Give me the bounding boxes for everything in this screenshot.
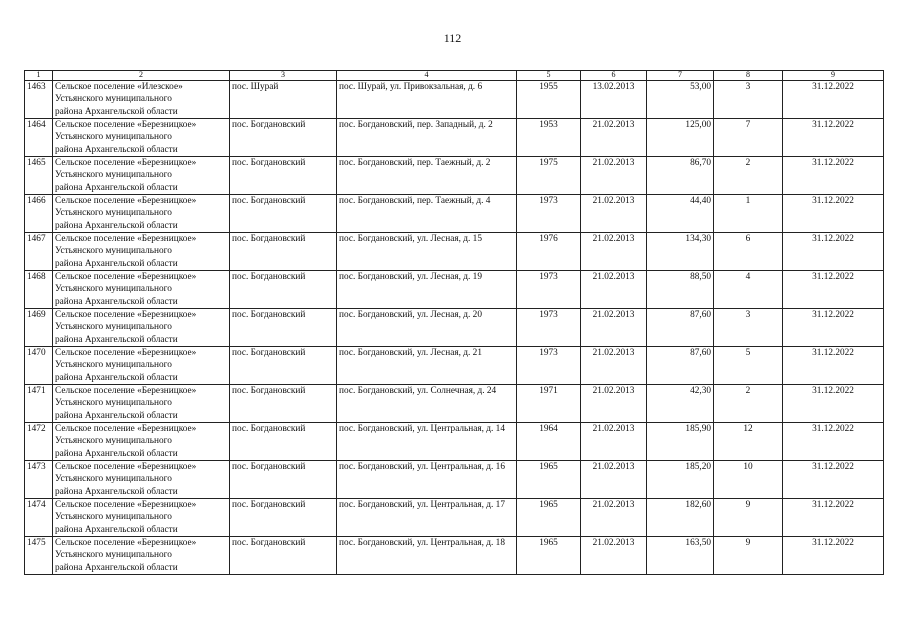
- year-cell: 1964: [517, 423, 581, 461]
- date-cell: 21.02.2013: [581, 347, 647, 385]
- locality-cell: пос. Богдановский: [230, 461, 337, 499]
- page-number: 112: [443, 31, 462, 45]
- column-number-cell: 4: [337, 71, 517, 81]
- locality-cell: пос. Богдановский: [230, 423, 337, 461]
- table-row: [25, 461, 884, 499]
- column-number-cell: 1: [25, 71, 53, 81]
- end-date-cell: 31.12.2022: [783, 385, 884, 423]
- owner-cell: Сельское поселение «Березницкое» Устьянского муниципального района Архангельской области: [53, 461, 230, 499]
- column-number-cell: 3: [230, 71, 337, 81]
- area-cell: 53,00: [647, 81, 714, 119]
- column-number-cell: 6: [581, 71, 647, 81]
- table-row: [25, 423, 884, 461]
- table-row: [25, 309, 884, 347]
- row-number-cell: 1470: [25, 347, 53, 385]
- area-cell: 125,00: [647, 119, 714, 157]
- column-number-cell: 8: [714, 71, 783, 81]
- owner-cell: Сельское поселение «Березницкое» Устьянского муниципального района Архангельской области: [53, 347, 230, 385]
- date-cell: 21.02.2013: [581, 423, 647, 461]
- locality-cell: пос. Богдановский: [230, 347, 337, 385]
- row-number-cell: 1464: [25, 119, 53, 157]
- date-cell: 21.02.2013: [581, 461, 647, 499]
- column-number-row: [25, 71, 884, 81]
- address-cell: пос. Богдановский, ул. Лесная, д. 20: [337, 309, 517, 347]
- column-number-cell: 9: [783, 71, 884, 81]
- end-date-cell: 31.12.2022: [783, 309, 884, 347]
- column-number-cell: 7: [647, 71, 714, 81]
- table-row: [25, 157, 884, 195]
- count-cell: 5: [714, 347, 783, 385]
- area-cell: 42,30: [647, 385, 714, 423]
- table-row: [25, 271, 884, 309]
- year-cell: 1971: [517, 385, 581, 423]
- date-cell: 21.02.2013: [581, 537, 647, 575]
- date-cell: 21.02.2013: [581, 195, 647, 233]
- address-cell: пос. Богдановский, ул. Лесная, д. 15: [337, 233, 517, 271]
- table-row: [25, 499, 884, 537]
- address-cell: пос. Богдановский, ул. Лесная, д. 21: [337, 347, 517, 385]
- address-cell: пос. Богдановский, ул. Лесная, д. 19: [337, 271, 517, 309]
- row-number-cell: 1473: [25, 461, 53, 499]
- year-cell: 1965: [517, 499, 581, 537]
- owner-cell: Сельское поселение «Березницкое» Устьянского муниципального района Архангельской области: [53, 271, 230, 309]
- address-cell: пос. Богдановский, ул. Центральная, д. 16: [337, 461, 517, 499]
- end-date-cell: 31.12.2022: [783, 461, 884, 499]
- area-cell: 87,60: [647, 309, 714, 347]
- year-cell: 1955: [517, 81, 581, 119]
- row-number-cell: 1463: [25, 81, 53, 119]
- year-cell: 1965: [517, 461, 581, 499]
- address-cell: пос. Богдановский, пер. Таежный, д. 4: [337, 195, 517, 233]
- locality-cell: пос. Богдановский: [230, 309, 337, 347]
- locality-cell: пос. Богдановский: [230, 195, 337, 233]
- date-cell: 21.02.2013: [581, 233, 647, 271]
- year-cell: 1965: [517, 537, 581, 575]
- row-number-cell: 1468: [25, 271, 53, 309]
- area-cell: 134,30: [647, 233, 714, 271]
- owner-cell: Сельское поселение «Березницкое» Устьянского муниципального района Архангельской области: [53, 385, 230, 423]
- owner-cell: Сельское поселение «Березницкое» Устьянского муниципального района Архангельской области: [53, 119, 230, 157]
- end-date-cell: 31.12.2022: [783, 233, 884, 271]
- owner-cell: Сельское поселение «Березницкое» Устьянского муниципального района Архангельской области: [53, 233, 230, 271]
- count-cell: 7: [714, 119, 783, 157]
- owner-cell: Сельское поселение «Илезское» Устьянского муниципального района Архангельской области: [53, 81, 230, 119]
- column-number-cell: 2: [53, 71, 230, 81]
- column-number-cell: 5: [517, 71, 581, 81]
- end-date-cell: 31.12.2022: [783, 119, 884, 157]
- owner-cell: Сельское поселение «Березницкое» Устьянского муниципального района Архангельской области: [53, 537, 230, 575]
- date-cell: 21.02.2013: [581, 309, 647, 347]
- count-cell: 10: [714, 461, 783, 499]
- year-cell: 1973: [517, 271, 581, 309]
- area-cell: 44,40: [647, 195, 714, 233]
- owner-cell: Сельское поселение «Березницкое» Устьянского муниципального района Архангельской области: [53, 499, 230, 537]
- area-cell: 87,60: [647, 347, 714, 385]
- locality-cell: пос. Богдановский: [230, 157, 337, 195]
- address-cell: пос. Богдановский, пер. Таежный, д. 2: [337, 157, 517, 195]
- count-cell: 4: [714, 271, 783, 309]
- row-number-cell: 1471: [25, 385, 53, 423]
- count-cell: 3: [714, 309, 783, 347]
- year-cell: 1973: [517, 347, 581, 385]
- area-cell: 182,60: [647, 499, 714, 537]
- date-cell: 13.02.2013: [581, 81, 647, 119]
- count-cell: 9: [714, 537, 783, 575]
- table-row: [25, 81, 884, 119]
- area-cell: 163,50: [647, 537, 714, 575]
- year-cell: 1953: [517, 119, 581, 157]
- locality-cell: пос. Богдановский: [230, 537, 337, 575]
- table-row: [25, 119, 884, 157]
- owner-cell: Сельское поселение «Березницкое» Устьянского муниципального района Архангельской области: [53, 423, 230, 461]
- row-number-cell: 1475: [25, 537, 53, 575]
- row-number-cell: 1465: [25, 157, 53, 195]
- end-date-cell: 31.12.2022: [783, 195, 884, 233]
- count-cell: 3: [714, 81, 783, 119]
- count-cell: 12: [714, 423, 783, 461]
- date-cell: 21.02.2013: [581, 157, 647, 195]
- end-date-cell: 31.12.2022: [783, 271, 884, 309]
- table-row: [25, 385, 884, 423]
- owner-cell: Сельское поселение «Березницкое» Устьянского муниципального района Архангельской области: [53, 309, 230, 347]
- locality-cell: пос. Богдановский: [230, 233, 337, 271]
- end-date-cell: 31.12.2022: [783, 537, 884, 575]
- row-number-cell: 1466: [25, 195, 53, 233]
- row-number-cell: 1467: [25, 233, 53, 271]
- year-cell: 1975: [517, 157, 581, 195]
- locality-cell: пос. Богдановский: [230, 271, 337, 309]
- count-cell: 2: [714, 385, 783, 423]
- end-date-cell: 31.12.2022: [783, 499, 884, 537]
- year-cell: 1973: [517, 309, 581, 347]
- address-cell: пос. Шурай, ул. Привокзальная, д. 6: [337, 81, 517, 119]
- address-cell: пос. Богдановский, пер. Западный, д. 2: [337, 119, 517, 157]
- end-date-cell: 31.12.2022: [783, 423, 884, 461]
- row-number-cell: 1469: [25, 309, 53, 347]
- table-row: [25, 195, 884, 233]
- date-cell: 21.02.2013: [581, 385, 647, 423]
- address-cell: пос. Богдановский, ул. Центральная, д. 14: [337, 423, 517, 461]
- count-cell: 2: [714, 157, 783, 195]
- date-cell: 21.02.2013: [581, 119, 647, 157]
- date-cell: 21.02.2013: [581, 271, 647, 309]
- locality-cell: пос. Шурай: [230, 81, 337, 119]
- owner-cell: Сельское поселение «Березницкое» Устьянского муниципального района Архангельской области: [53, 157, 230, 195]
- area-cell: 185,90: [647, 423, 714, 461]
- locality-cell: пос. Богдановский: [230, 385, 337, 423]
- area-cell: 88,50: [647, 271, 714, 309]
- owner-cell: Сельское поселение «Березницкое» Устьянского муниципального района Архангельской области: [53, 195, 230, 233]
- address-cell: пос. Богдановский, ул. Центральная, д. 17: [337, 499, 517, 537]
- housing-registry-table: [24, 70, 884, 575]
- locality-cell: пос. Богдановский: [230, 499, 337, 537]
- count-cell: 9: [714, 499, 783, 537]
- table-row: [25, 347, 884, 385]
- year-cell: 1976: [517, 233, 581, 271]
- row-number-cell: 1472: [25, 423, 53, 461]
- end-date-cell: 31.12.2022: [783, 81, 884, 119]
- table-row: [25, 537, 884, 575]
- year-cell: 1973: [517, 195, 581, 233]
- area-cell: 185,20: [647, 461, 714, 499]
- area-cell: 86,70: [647, 157, 714, 195]
- locality-cell: пос. Богдановский: [230, 119, 337, 157]
- end-date-cell: 31.12.2022: [783, 347, 884, 385]
- table-row: [25, 233, 884, 271]
- address-cell: пос. Богдановский, ул. Центральная, д. 18: [337, 537, 517, 575]
- date-cell: 21.02.2013: [581, 499, 647, 537]
- count-cell: 6: [714, 233, 783, 271]
- row-number-cell: 1474: [25, 499, 53, 537]
- count-cell: 1: [714, 195, 783, 233]
- address-cell: пос. Богдановский, ул. Солнечная, д. 24: [337, 385, 517, 423]
- end-date-cell: 31.12.2022: [783, 157, 884, 195]
